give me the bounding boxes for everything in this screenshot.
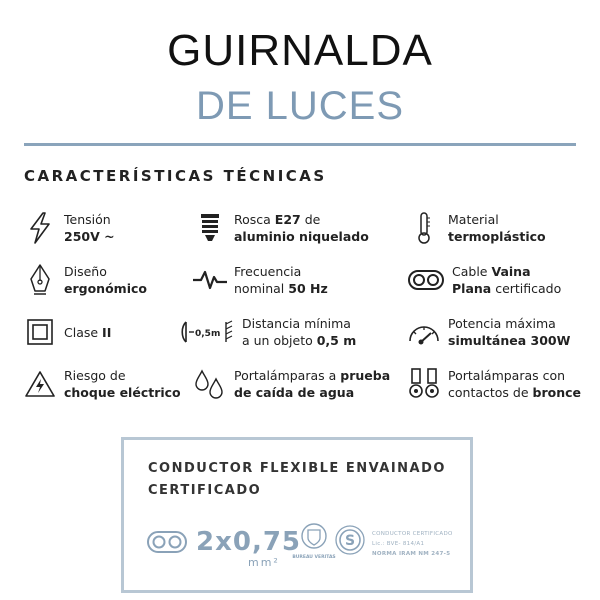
spec-value: aluminio niquelado: [234, 229, 369, 244]
spec-label: Frecuencia: [234, 264, 302, 279]
spec-label: Potencia máxima: [448, 316, 556, 331]
s-mark-seal-icon: [334, 522, 366, 558]
cert-line-2: Lic.: BVE- 814/A1: [372, 541, 425, 547]
spec-value: bronce: [532, 385, 582, 400]
spec-shock: [22, 366, 181, 402]
class-ii-icon: [22, 314, 58, 350]
spec-label: Portalámparas a: [234, 368, 341, 383]
spec-power: [406, 314, 570, 350]
title-line-2: DE LUCES: [195, 84, 405, 128]
spec-label: Distancia mínima: [242, 316, 351, 331]
spec-frequency: [192, 262, 328, 298]
lightning-bolt-icon: [22, 210, 58, 246]
spec-label: Material: [448, 212, 499, 227]
spec-label: Diseño: [64, 264, 107, 279]
conductor-gauge: 2x0,75: [196, 527, 302, 557]
cert-line-3: NORMA IRAM NM 247-5: [372, 551, 451, 557]
spec-material: [406, 210, 546, 246]
flat-cable-icon: [406, 262, 446, 298]
conductor-box: [121, 437, 473, 593]
conductor-title: [148, 458, 446, 502]
spec-value: simultánea 300W: [448, 333, 571, 348]
flat-cable-icon: [146, 530, 188, 554]
spec-value: prueba: [340, 368, 391, 383]
spec-value: 250V ~: [64, 229, 115, 244]
spec-value: Vaina: [491, 264, 531, 279]
spec-label: de: [300, 212, 321, 227]
spec-value: de caída de agua: [234, 385, 355, 400]
spec-value: 50 Hz: [288, 281, 328, 296]
spec-label: contactos de: [448, 385, 533, 400]
conductor-title-line-1: CONDUCTOR FLEXIBLE ENVAINADO: [148, 461, 446, 476]
spec-design: [22, 262, 147, 298]
spec-label: Clase: [64, 324, 103, 340]
seal-text: BUREAU VERITAS: [292, 555, 336, 560]
spec-value: choque eléctrico: [64, 385, 181, 400]
spec-label: Portalámparas con: [448, 368, 566, 383]
conductor-title-line-2: CERTIFICADO: [148, 483, 262, 498]
spec-value: termoplástico: [448, 229, 546, 244]
spec-label: Tensión: [64, 212, 111, 227]
conductor-unit: mm²: [248, 556, 280, 569]
bureau-veritas-seal-icon: [292, 520, 336, 568]
title-line-1: GUIRNALDA: [167, 26, 433, 75]
frequency-wave-icon: [192, 262, 228, 298]
electric-shock-warning-icon: [22, 366, 58, 402]
cert-line-1: CONDUCTOR CERTIFICADO: [372, 531, 453, 537]
spec-voltage: [22, 210, 115, 246]
spec-value: II: [102, 324, 112, 340]
spec-distance: [180, 314, 356, 350]
spec-label: Cable: [452, 264, 492, 279]
e27-socket-icon: [192, 210, 228, 246]
spec-label: Riesgo de: [64, 368, 126, 383]
header-divider: [24, 143, 576, 146]
spec-water: [192, 366, 390, 402]
brass-contacts-icon: [406, 366, 442, 402]
spec-socket: [192, 210, 369, 246]
water-drops-icon: [192, 366, 228, 402]
section-heading: CARACTERÍSTICAS TÉCNICAS: [24, 167, 327, 185]
spec-value: ergonómico: [64, 281, 147, 296]
spec-value: Plana: [452, 281, 492, 296]
distance-icon-label: 0,5m: [195, 329, 221, 339]
min-distance-icon: [180, 314, 236, 350]
spec-label: Rosca: [234, 212, 275, 227]
spec-label: nominal: [234, 281, 289, 296]
spec-label: certificado: [491, 281, 562, 296]
ergonomic-design-icon: [22, 262, 58, 298]
power-gauge-icon: [406, 314, 442, 350]
s-mark-letter: S: [344, 533, 356, 549]
spec-label: a un objeto: [242, 333, 317, 348]
spec-class: [22, 314, 111, 350]
thermometer-icon: [406, 210, 442, 246]
spec-cable: [406, 262, 561, 298]
spec-contacts: [406, 366, 581, 402]
spec-value: 0,5 m: [316, 333, 357, 348]
spec-value: E27: [274, 212, 301, 227]
